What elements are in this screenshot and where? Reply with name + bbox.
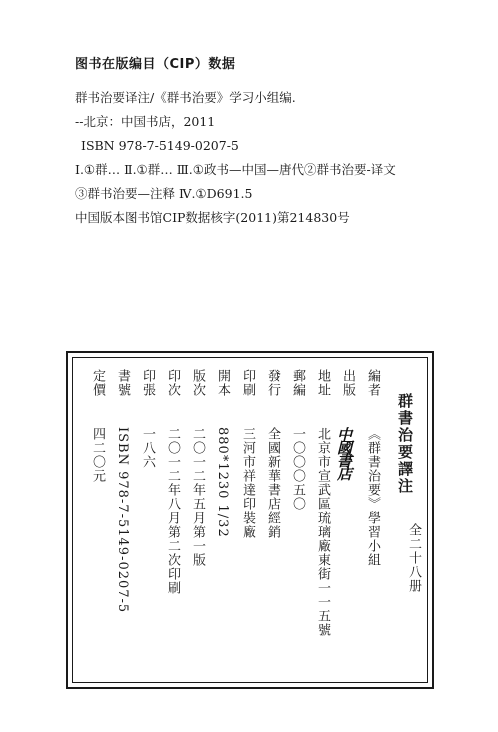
value-price: 四二〇元 [90, 427, 105, 483]
publisher-logo-seal: 中國書店 [335, 427, 353, 479]
label-isbn: 書號 [115, 369, 130, 397]
colophon-frame [66, 351, 434, 689]
value-edition: 二〇一二年五月第一版 [190, 427, 205, 567]
label-postcode: 郵編 [290, 369, 305, 397]
value-distribution: 全國新華書店經銷 [265, 427, 280, 539]
cip-line-title: 群书治要译注/《群书治要》学习小组编. [75, 90, 296, 105]
label-edition: 版次 [190, 369, 205, 397]
colophon-title: 群書治要譯注 [396, 393, 414, 495]
label-printer: 印刷 [240, 369, 255, 397]
label-distribution: 發行 [265, 369, 280, 397]
cip-line-registration: 中国版本图书馆CIP数据核字(2011)第214830号 [75, 210, 350, 225]
label-printing: 印次 [165, 369, 180, 397]
value-printer: 三河市祥達印裝廠 [240, 427, 255, 539]
value-sheets: 一八六 [140, 427, 155, 469]
cip-line-publisher: --北京：中国书店，2011 [75, 114, 216, 129]
label-publisher: 出版 [340, 369, 355, 397]
label-editor: 編者 [365, 369, 380, 397]
cip-block [75, 54, 475, 230]
value-format: 880*1230 1/32 [215, 427, 230, 538]
value-address: 北京市宣武區琉璃廠東街一一五號 [315, 427, 330, 637]
label-price: 定價 [90, 369, 105, 397]
cip-line-classification: Ⅰ.①群… Ⅱ.①群… Ⅲ.①政书—中国—唐代②群书治要-译文 [75, 162, 396, 177]
cip-line-classification-cont: ③群书治要—注释 Ⅳ.①D691.5 [75, 186, 253, 201]
label-sheets: 印張 [140, 369, 155, 397]
value-postcode: 一〇〇〇五〇 [290, 427, 305, 511]
cip-line-isbn: ISBN 978-7-5149-0207-5 [81, 138, 239, 153]
label-address: 地址 [315, 369, 330, 397]
cip-title: 图书在版编目（CIP）数据 [75, 57, 236, 72]
colophon-volumes: 全二十八册 [406, 523, 421, 593]
value-printing: 二〇一二年八月第二次印刷 [165, 427, 180, 595]
value-editor: 《群書治要》學習小組 [365, 427, 380, 567]
label-format: 開本 [215, 369, 230, 397]
value-isbn: ISBN 978-7-5149-0207-5 [115, 427, 130, 614]
